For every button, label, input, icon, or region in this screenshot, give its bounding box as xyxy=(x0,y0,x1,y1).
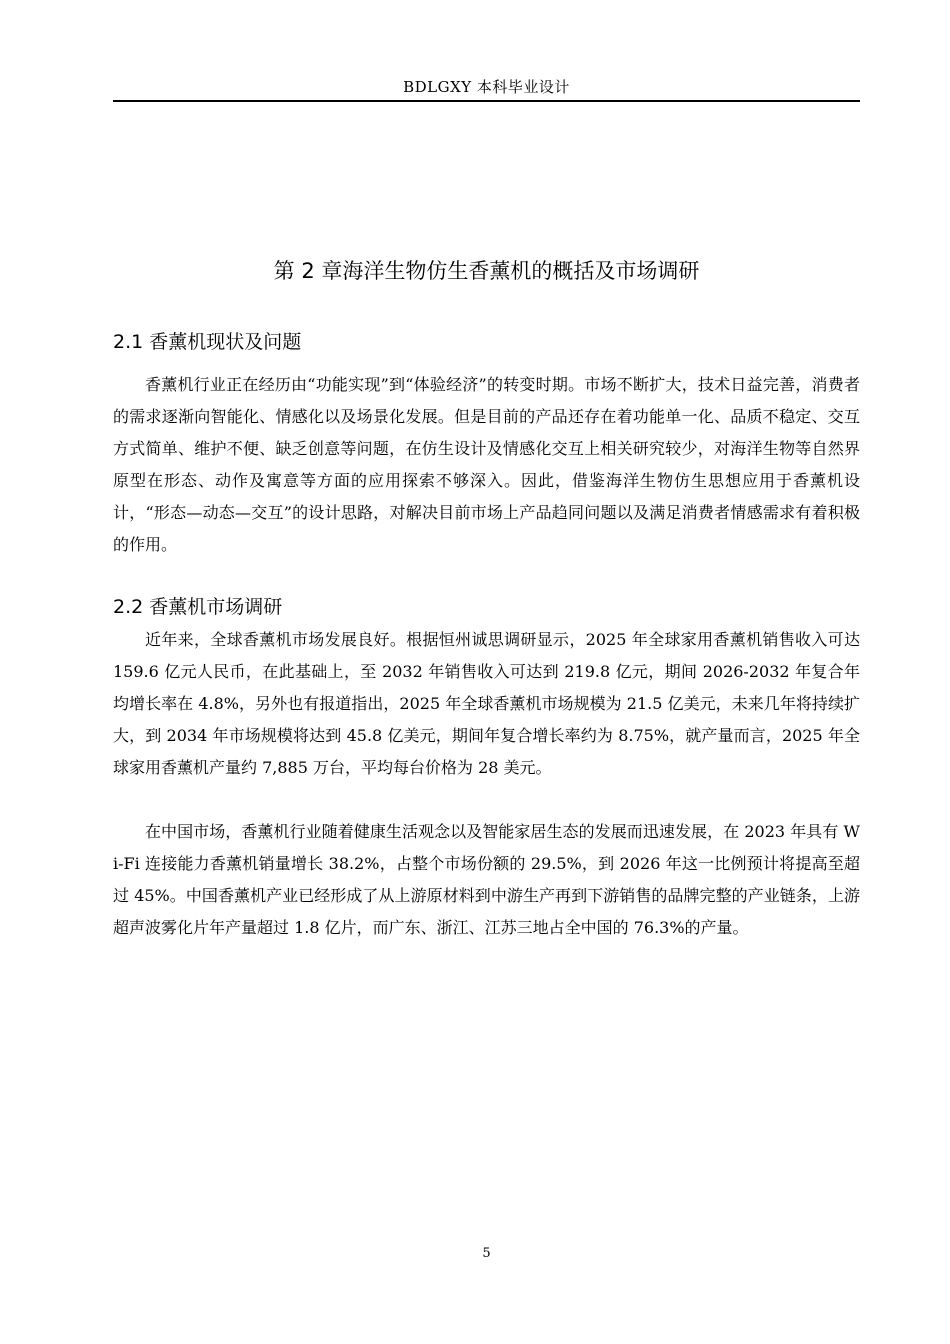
body-paragraph: 香薰机行业正在经历由“功能实现”到“体验经济”的转变时期。市场不断扩大，技术日益完善，消费者的需求逐渐向智能化、情感化以及场景化发展。但是目前的产品还存在着功能单一化、品质不稳定、交互方式简单、维护不便、缺乏创意等问题，在仿生设计及情感化交互上相关研究较少，对海洋生物等自然界原型在形态、动作及寓意等方面的应用探索不够深入。因此，借鉴海洋生物仿生思想应用于香薰机设计，“形态—动态—交互”的设计思路，对解决目前市场上产品趋同问题以及满足消费者情感需求有着积极的作用。 xyxy=(113,375,860,554)
section-title-2-2: 2.2 香薰机市场调研 xyxy=(113,596,283,618)
body-paragraph: 在中国市场，香薰机行业随着健康生活观念以及智能家居生态的发展而迅速发展，在 2023 年具有 Wi-Fi 连接能力香薰机销量增长 38.2%，占整个市场份额的 29.5%，到 2026 年这一比例预计将提高至超过 45%。中国香薰机产业已经形成了从上游原材料到中游生产再到下游销售的品牌完整的产业链条，上游超声波雾化片年产量超过 1.8 亿片，而广东、浙江、江苏三地占全中国的 76.3%的产量。 xyxy=(113,822,860,937)
header-rule xyxy=(113,100,860,102)
body-paragraph: 近年来，全球香薰机市场发展良好。根据恒州诚思调研显示，2025 年全球家用香薰机销售收入可达 159.6 亿元人民币，在此基础上，至 2032 年销售收入可达到 219.8 亿元，期间 2026-2032 年复合年均增长率在 4.8%，另外也有报道指出，2025 年全球香薰机市场规模为 21.5 亿美元，未来几年将持续扩大，到 2034 年市场规模将达到 45.8 亿美元，期间年复合增长率约为 8.75%，就产量而言，2025 年全球家用香薰机产量约 7,885 万台，平均每台价格为 28 美元。 xyxy=(113,630,860,777)
page-number: 5 xyxy=(482,1246,491,1261)
section-title-2-1: 2.1 香薰机现状及问题 xyxy=(113,331,302,353)
running-header: BDLGXY 本科毕业设计 xyxy=(403,78,570,96)
chapter-title: 第 2 章海洋生物仿生香薰机的概括及市场调研 xyxy=(273,259,700,283)
